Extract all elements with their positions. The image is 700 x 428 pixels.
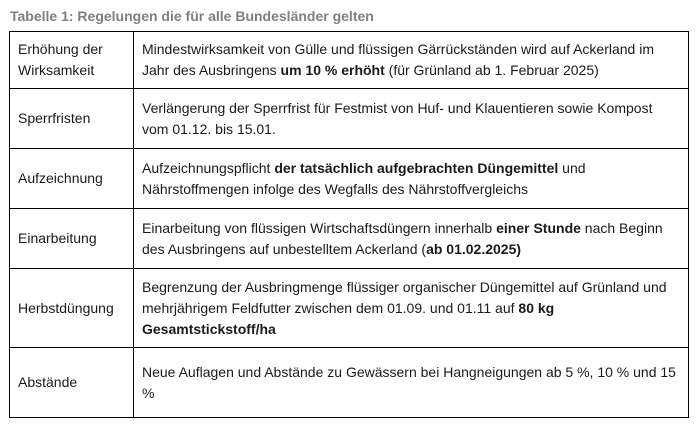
description-cell [134, 32, 689, 89]
table-row [10, 209, 689, 269]
description-cell [134, 89, 689, 149]
topic-cell: Erhöhung der Wirksamkeit [10, 32, 134, 89]
description-bold-text: um 10 % erhöht [280, 62, 385, 78]
topic-cell: Einarbeitung [10, 209, 134, 269]
table-caption: Tabelle 1: Regelungen die für alle Bundesländer gelten [10, 8, 374, 24]
description-bold-text: einer Stunde [496, 219, 581, 236]
table-row [10, 269, 689, 348]
description-bold-text: ab 01.02.2025) [426, 240, 522, 257]
description-text: nach Beginn des Ausbringens auf unbestelltem Ackerland ( [142, 219, 663, 257]
topic-cell: Abstände [10, 348, 134, 418]
description-text: und Nährstoffmengen infolge des Wegfalls des Nährstoffvergleichs [142, 159, 586, 197]
description-text: Verlängerung der Sperrfrist für Festmist von Huf- und Klauentieren sowie Kompost vom 01.12. bis 15.01. [142, 99, 653, 137]
description-cell [134, 269, 689, 348]
description-cell [134, 348, 689, 418]
description-bold-text: der tatsächlich aufgebrachten Düngemittel [274, 159, 559, 176]
description-text: Aufzeichnungspflicht [142, 159, 275, 176]
description-bold-text: 80 kg Gesamtstickstoff/ha [142, 299, 555, 337]
topic-cell: Sperrfristen [10, 89, 134, 149]
table-row [10, 32, 689, 89]
description-text: (für Grünland ab 1. Februar 2025) [384, 62, 599, 78]
table-row [10, 348, 689, 418]
description-cell [134, 149, 689, 209]
table-row [10, 149, 689, 209]
description-text: Mindestwirksamkeit von Gülle und flüssigen Gärrückständen wird auf Ackerland im Jahr des Ausbringens [142, 41, 655, 78]
table-row [10, 89, 689, 149]
description-cell [134, 209, 689, 269]
description-text: Einarbeitung von flüssigen Wirtschaftsdüngern innerhalb [142, 219, 497, 236]
topic-cell: Aufzeichnung [10, 149, 134, 209]
description-text: Begrenzung der Ausbringmenge flüssiger organischer Düngemittel auf Grünland und mehrjährigem Feldfutter zwischen dem 01.09. und 01.11 auf [142, 278, 667, 316]
regulations-table [9, 31, 689, 418]
topic-cell: Herbstdüngung [10, 269, 134, 348]
description-text: Neue Auflagen und Abstände zu Gewässern bei Hangneigungen ab 5 %, 10 % und 15 % [142, 363, 676, 401]
